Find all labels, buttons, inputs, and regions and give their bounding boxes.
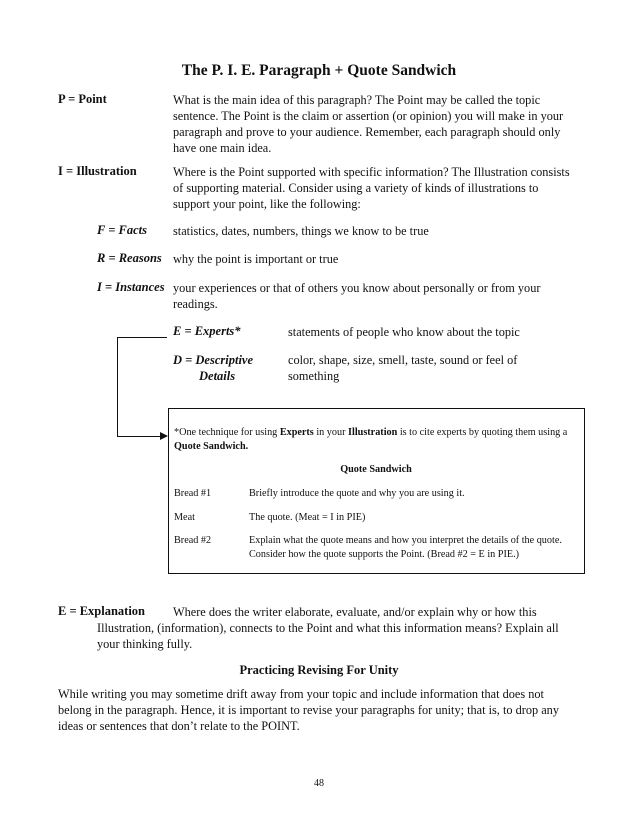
unity-heading: Practicing Revising For Unity [239,663,399,677]
arrow-right-icon [160,432,168,440]
illustration-line: support your point, like the following: [173,197,361,211]
descriptive-label-line: Details [199,369,236,383]
descriptive-line: something [288,369,340,383]
point-line: paragraph and prove to your audience. Remember, each paragraph should only [173,125,561,139]
illustration-line: of supporting material. Consider using a variety of kinds of illustrations to [173,181,539,195]
experts-label: E = Experts* [173,324,241,338]
point-line: sentence. The Point is the claim or assertion (or opinion) you will make in your [173,109,564,123]
box-intro-line2: Quote Sandwich. [174,441,249,452]
box-heading: Quote Sandwich [340,464,412,475]
connector-line-top [117,337,167,338]
reasons-label: R = Reasons [97,251,162,265]
box-intro-experts: Experts [279,427,314,438]
descriptive-text [288,352,517,384]
facts-label: F = Facts [97,223,147,237]
illustration-label: I = Illustration [58,164,137,178]
meat-text: The quote. (Meat = I in PIE) [249,512,366,523]
descriptive-label-line: D = Descriptive [173,353,254,367]
descriptive-line: color, shape, size, smell, taste, sound or feel of [288,353,518,367]
instances-line: readings. [173,297,218,311]
explanation-label: E = Explanation [58,604,146,618]
box-intro-pre: *One technique for using [174,427,280,438]
connector-line-vertical [117,337,118,437]
experts-text: statements of people who know about the topic [288,325,520,339]
explanation-line: your thinking fully. [97,637,193,651]
bread2-text [249,534,562,562]
unity-text [58,686,559,734]
instances-line: your experiences or that of others you know about personally or from your [173,281,541,295]
bread1-text: Briefly introduce the quote and why you are using it. [249,488,465,499]
point-label: P = Point [58,92,107,106]
bread2-line: Explain what the quote means and how you interpret the details of the quote. [249,535,562,546]
meat-label: Meat [174,512,195,523]
facts-text: statistics, dates, numbers, things we know to be true [173,224,429,238]
unity-line: ideas or sentences that don’t relate to the POINT. [58,719,300,733]
bread1-label: Bread #1 [174,488,212,499]
bread2-line: Consider how the quote supports the Point. (Bread #2 = E in PIE.) [249,549,520,560]
quote-sandwich-box [168,408,585,574]
illustration-text [173,164,570,212]
page-number: 48 [314,778,324,789]
point-text [173,92,563,156]
box-intro-post: is to cite experts by quoting them using a [397,427,568,438]
unity-line: belong in the paragraph. Hence, it is important to revise your paragraphs for unity; that is, to drop any [58,703,559,717]
box-intro-illustration: Illustration [348,427,398,438]
box-intro-mid: in your [313,427,349,438]
explanation-line: Where does the writer elaborate, evaluate, and/or explain why or how this [173,605,537,619]
connector-line-bottom [117,436,161,437]
point-line: have one main idea. [173,141,272,155]
explanation-line: Illustration, (information), connects to the Point and what this information means? Explain all [97,621,559,635]
page-title: The P. I. E. Paragraph + Quote Sandwich [181,62,457,79]
reasons-text: why the point is important or true [173,252,339,266]
unity-line: While writing you may sometime drift away from your topic and include information that does not [58,687,544,701]
instances-label: I = Instances [97,280,165,294]
instances-text [173,280,540,312]
point-line: What is the main idea of this paragraph? The Point may be called the topic [173,93,541,107]
bread2-label: Bread #2 [174,535,212,546]
descriptive-label [173,352,253,384]
illustration-line: Where is the Point supported with specific information? The Illustration consists [173,165,570,179]
box-intro [174,426,579,440]
